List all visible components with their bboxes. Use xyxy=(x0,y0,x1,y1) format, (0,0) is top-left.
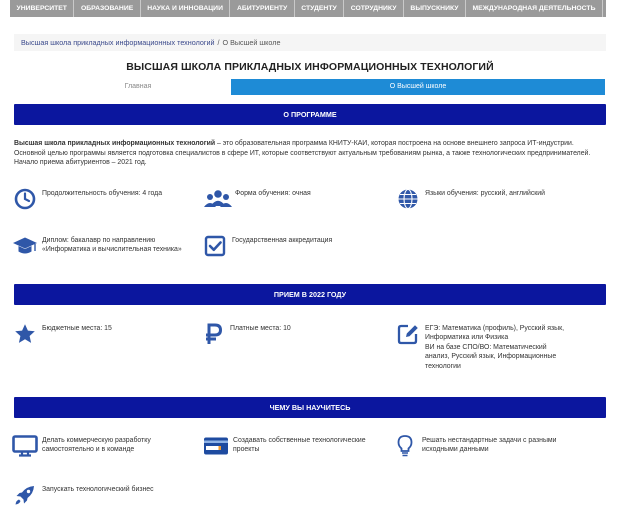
edit-icon xyxy=(395,322,421,346)
rocket-icon xyxy=(12,483,38,507)
exams-line-4: анализ, Русский язык, Информационные xyxy=(425,353,557,361)
nav-item-graduates[interactable]: ВЫПУСКНИКУ xyxy=(404,0,466,17)
feature-budget-places xyxy=(12,322,112,346)
feature-accreditation xyxy=(202,234,332,258)
feature-nonstandard-tasks xyxy=(392,434,556,458)
globe-icon xyxy=(395,187,421,211)
intro-text: – это образовательная программа КНИТУ-КАИ, которая построена на основе внешнего запроса ИТ-индустрии. Основной целью программы является подготовка специалистов в сфере ИТ, которые соответствуют актуальным требованиям рынка, а также технологических предпринимателей. Начало приема абитуриентов – 2021 год. xyxy=(14,140,591,167)
languages-text: Языки обучения: русский, английский xyxy=(425,190,546,197)
section-header-program: О ПРОГРАММЕ xyxy=(14,104,606,125)
feature-commercial-dev xyxy=(12,434,151,458)
commercial-text xyxy=(42,434,151,455)
nav-item-applicants[interactable]: АБИТУРИЕНТУ xyxy=(230,0,294,17)
business-text: Запускать технологический бизнес xyxy=(42,486,154,493)
intro-paragraph xyxy=(14,139,604,168)
exams-line-2: Информатика или Физика xyxy=(425,334,509,342)
clock-icon xyxy=(12,187,38,211)
exams-text xyxy=(425,322,564,371)
monitor-icon xyxy=(12,434,38,458)
lightbulb-icon xyxy=(392,434,418,458)
projects-text xyxy=(233,434,366,455)
diploma-text xyxy=(42,234,182,255)
duration-text: Продолжительность обучения: 4 года xyxy=(42,190,163,197)
projects-line-1: Создавать собственные технологические xyxy=(233,437,366,444)
feature-form xyxy=(205,187,311,211)
feature-own-projects xyxy=(203,434,366,458)
budget-text: Бюджетные места: 15 xyxy=(42,325,112,332)
feature-languages xyxy=(395,187,545,211)
graduation-cap-icon xyxy=(12,234,38,258)
paid-text: Платные места: 10 xyxy=(230,325,291,332)
nav-item-international[interactable]: МЕЖДУНАРОДНАЯ ДЕЯТЕЛЬНОСТЬ xyxy=(466,0,603,17)
nav-item-staff[interactable]: СОТРУДНИКУ xyxy=(344,0,404,17)
diploma-line-1: Диплом: бакалавр по направлению xyxy=(42,237,156,244)
nav-item-university[interactable]: УНИВЕРСИТЕТ xyxy=(10,0,74,17)
checkbox-icon xyxy=(202,234,228,258)
diploma-line-2: «Информатика и вычислительная техника» xyxy=(42,246,182,254)
tasks-line-1: Решать нестандартные задачи с разными xyxy=(422,437,557,444)
breadcrumb xyxy=(14,34,606,51)
commercial-line-2: самостоятельно и в команде xyxy=(42,446,135,454)
exams-line-1: ЕГЭ: Математика (профиль), Русский язык, xyxy=(425,325,565,332)
form-text: Форма обучения: очная xyxy=(235,190,311,197)
feature-tech-business xyxy=(12,483,154,507)
page-title: ВЫСШАЯ ШКОЛА ПРИКЛАДНЫХ ИНФОРМАЦИОННЫХ ТЕХНОЛОГИЙ xyxy=(126,61,494,73)
star-icon xyxy=(12,322,38,346)
projects-line-2: проекты xyxy=(233,446,260,454)
section-header-admission: ПРИЕМ В 2022 ГОДУ xyxy=(14,284,606,305)
tab-main[interactable]: Главная xyxy=(124,83,152,90)
tasks-line-2: исходными данными xyxy=(422,446,489,454)
page-tabs xyxy=(45,79,605,95)
breadcrumb-separator: / xyxy=(217,38,220,47)
nav-item-grant[interactable]: ГРАНТ xyxy=(609,5,632,12)
intro-bold: Высшая школа прикладных информационных технологий xyxy=(14,140,216,147)
exams-line-3: ВИ на базе СПО/ВО: Математический xyxy=(425,343,547,351)
accreditation-text: Государственная аккредитация xyxy=(232,237,333,244)
nav-item-students[interactable]: СТУДЕНТУ xyxy=(295,0,344,17)
ruble-icon xyxy=(200,322,226,346)
commercial-line-1: Делать коммерческую разработку xyxy=(42,437,151,444)
tasks-text xyxy=(422,434,556,455)
exams-line-5: технологии xyxy=(425,362,461,370)
group-icon xyxy=(205,187,231,211)
feature-exams xyxy=(395,322,564,371)
feature-duration xyxy=(12,187,162,211)
feature-paid-places xyxy=(200,322,291,346)
tab-about[interactable]: О Высшей школе xyxy=(231,79,605,95)
nav-item-science[interactable]: НАУКА И ИННОВАЦИИ xyxy=(141,0,231,17)
top-navigation xyxy=(10,0,632,17)
section-header-learn: ЧЕМУ ВЫ НАУЧИТЕСЬ xyxy=(14,397,606,418)
feature-diploma xyxy=(12,234,182,258)
breadcrumb-current: О Высшей школе xyxy=(222,38,281,47)
breadcrumb-parent-link[interactable]: Высшая школа прикладных информационных технологий xyxy=(21,38,215,47)
nav-item-education[interactable]: ОБРАЗОВАНИЕ xyxy=(74,0,140,17)
credit-card-icon xyxy=(203,434,229,458)
